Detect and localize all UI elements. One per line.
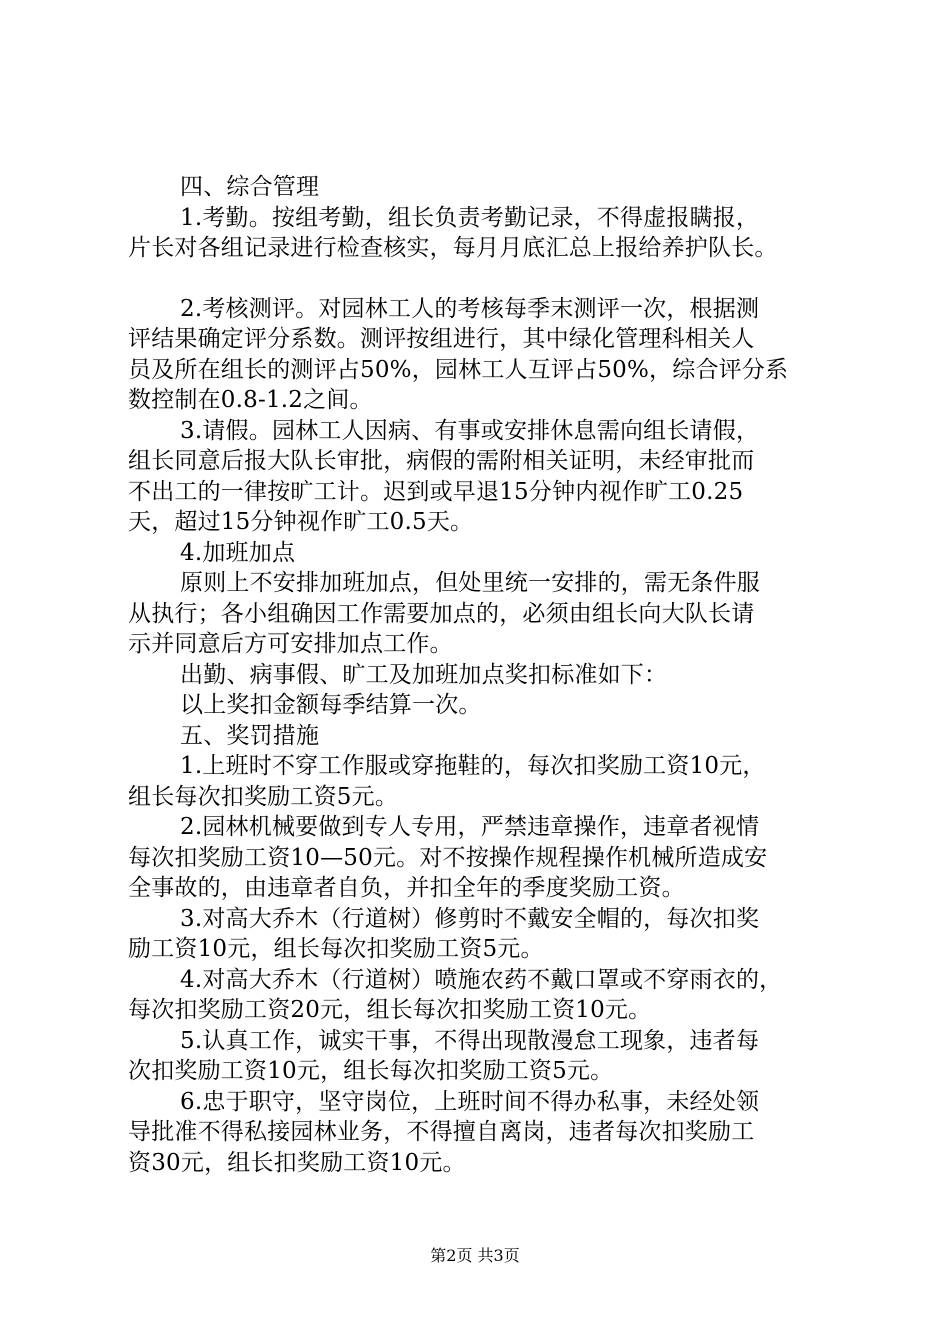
text-line: 全事故的，由违章者自负，并扣全年的季度奖励工资。: [128, 875, 685, 901]
paragraph-rule-2: [128, 812, 828, 904]
text-line: 不出工的一律按旷工计。迟到或早退15分钟内视作旷工0.25: [128, 478, 744, 505]
text-line: 1.上班时不穿工作服或穿拖鞋的，每次扣奖励工资10元，: [180, 753, 766, 779]
text-line: 2.考核测评。对园林工人的考核每季末测评一次，根据测: [180, 295, 760, 322]
text-line: 3.对高大乔木（行道树）修剪时不戴安全帽的，每次扣奖: [180, 905, 760, 932]
text-line: 5.认真工作，诚实干事，不得出现散漫怠工现象，违者每: [180, 1027, 760, 1054]
text-line: 四、综合管理: [180, 174, 320, 200]
text-line: 出勤、病事假、旷工及加班加点奖扣标准如下：: [180, 661, 668, 688]
paragraph-rule-5: [128, 1026, 828, 1087]
text-line: 导批准不得私接园林业务，不得擅自离岗，违者每次扣奖励工: [128, 1119, 755, 1145]
text-line: 天，超过15分钟视作旷工0.5天。: [128, 509, 474, 535]
page-footer: 第2页 共3页: [430, 1246, 520, 1265]
paragraph-rule-4: [128, 965, 828, 1026]
heading-overtime: [128, 538, 828, 569]
text-line: 1.考勤。按组考勤，组长负责考勤记录，不得虚报瞒报，: [180, 204, 760, 231]
text-line: 2.园林机械要做到专人专用，严禁违章操作，违章者视情: [180, 814, 760, 840]
text-line: 次扣奖励工资10元，组长每次扣奖励工资5元。: [128, 1058, 614, 1084]
text-line: 励工资10元，组长每次扣奖励工资5元。: [128, 936, 544, 962]
text-line: 片长对各组记录进行检查核实，每月月底汇总上报给养护队长。: [128, 235, 778, 261]
text-line: 6.忠于职守，坚守岗位，上班时间不得办私事，未经处领: [180, 1088, 760, 1115]
document-body: [128, 172, 828, 1178]
text-line: 资30元，组长扣奖励工资10元。: [128, 1149, 466, 1176]
heading-section-4: [128, 172, 828, 203]
paragraph-settlement: [128, 690, 828, 721]
text-line: 3.请假。园林工人因病、有事或安排休息需向组长请假，: [180, 417, 760, 444]
paragraph-rule-6: [128, 1087, 828, 1179]
heading-section-5: [128, 721, 828, 752]
text-line: 组长每次扣奖励工资5元。: [128, 783, 399, 810]
paragraph-gap: [128, 264, 828, 294]
paragraph-standards: [128, 660, 828, 691]
paragraph-attendance: [128, 203, 828, 264]
text-line: 数控制在0.8-1.2之间。: [128, 387, 373, 413]
text-line: 每次扣奖励工资20元，组长每次扣奖励工资10元。: [128, 997, 652, 1023]
paragraph-leave: [128, 416, 828, 538]
text-line: 以上奖扣金额每季结算一次。: [180, 692, 482, 718]
text-line: 评结果确定评分系数。测评按组进行，其中绿化管理科相关人: [128, 326, 755, 352]
text-line: 五、奖罚措施: [180, 722, 320, 749]
paragraph-overtime: [128, 568, 828, 660]
text-line: 4.加班加点: [180, 539, 296, 566]
text-line: 员及所在组长的测评占50%，园林工人互评占50%，综合评分系: [128, 356, 789, 383]
text-line: 示并同意后方可安排加点工作。: [128, 631, 453, 657]
text-line: 组长同意后报大队长审批，病假的需附相关证明，未经审批而: [128, 448, 755, 474]
text-line: 原则上不安排加班加点，但处里统一安排的，需无条件服: [180, 570, 760, 596]
paragraph-rule-3: [128, 904, 828, 965]
text-line: 每次扣奖励工资10—50元。对不按操作规程操作机械所造成安: [128, 844, 768, 871]
text-line: 4.对高大乔木（行道树）喷施农药不戴口罩或不穿雨衣的，: [180, 966, 783, 993]
paragraph-rule-1: [128, 751, 828, 812]
text-line: 从执行；各小组确因工作需要加点的，必须由组长向大队长请: [128, 600, 755, 627]
paragraph-evaluation: [128, 294, 828, 416]
